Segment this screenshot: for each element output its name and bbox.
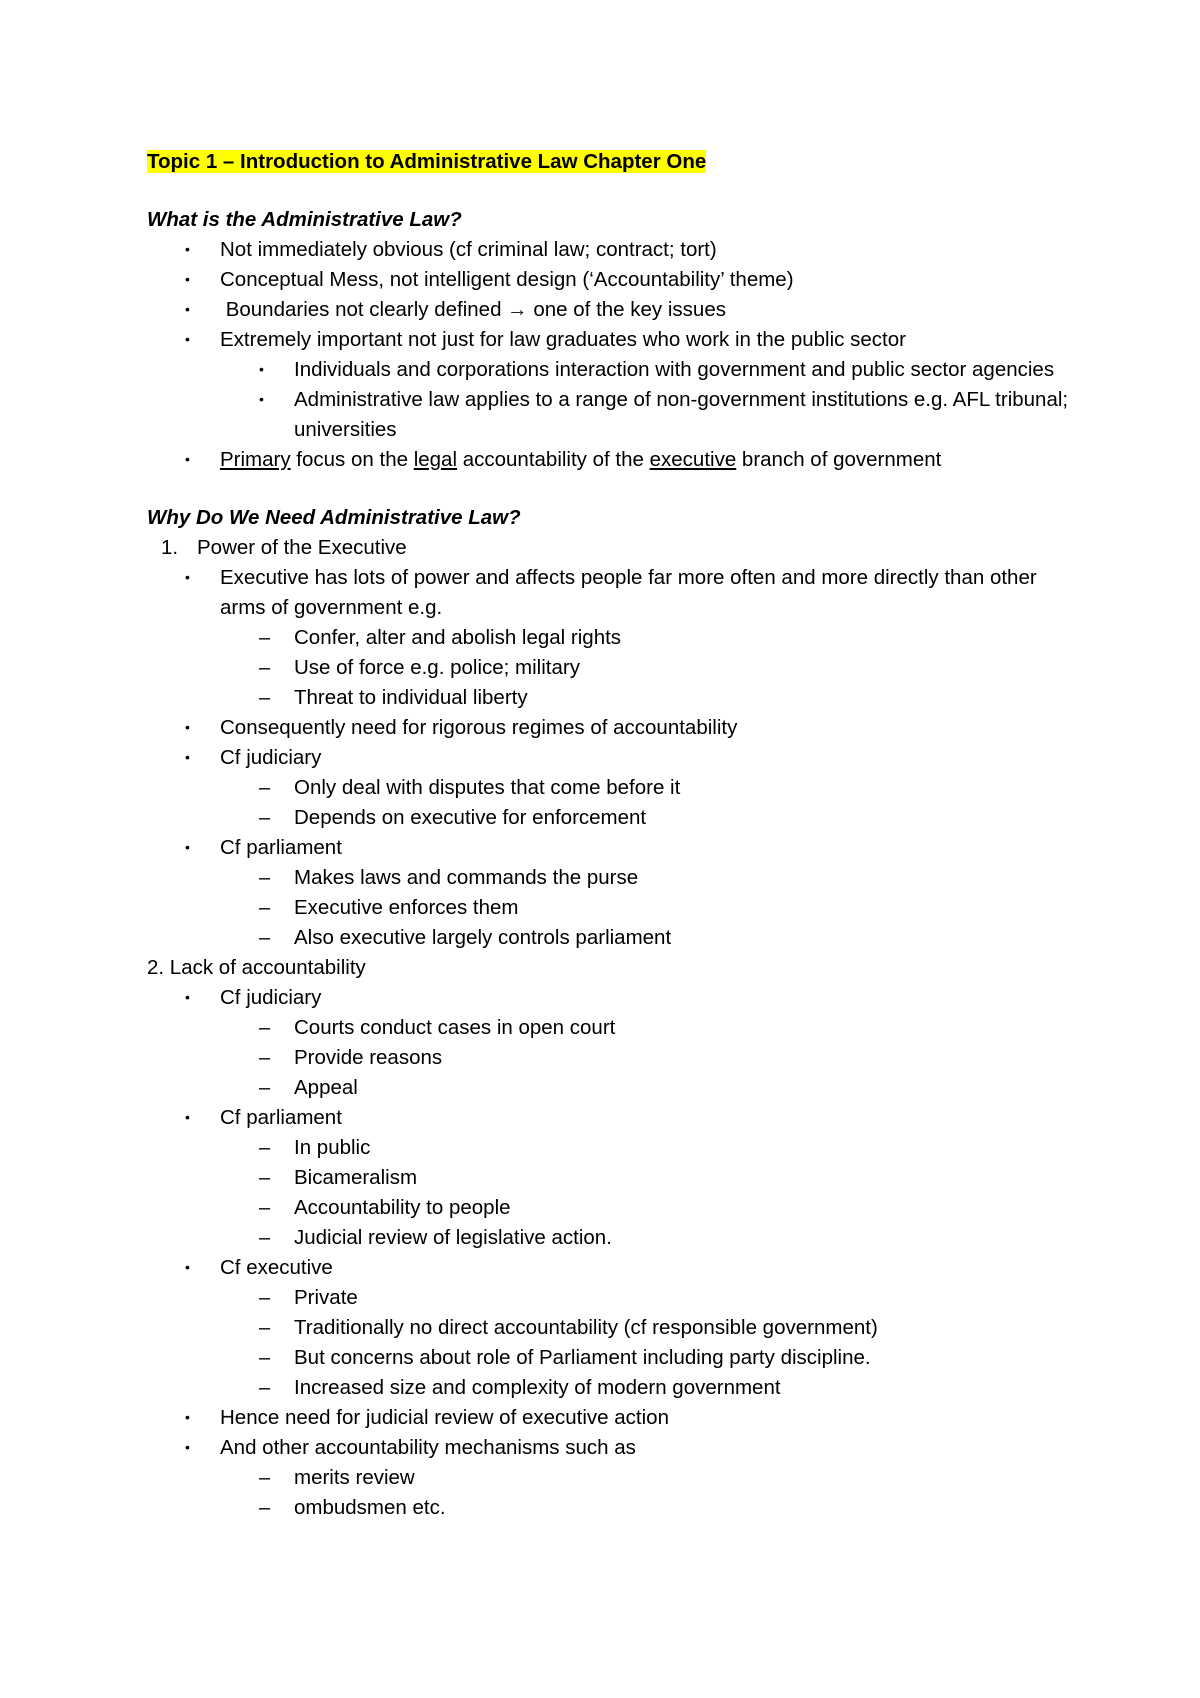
bullet-icon: • (185, 451, 190, 467)
dash-icon: – (259, 1467, 271, 1489)
dash-icon: – (259, 657, 271, 679)
list-item: – Increased size and complexity of modern government (147, 1373, 1087, 1403)
bullet-icon: • (185, 569, 190, 585)
list-item: – In public (147, 1133, 1087, 1163)
dash-icon: – (259, 1377, 271, 1399)
list-item: • Cf judiciary (147, 983, 1087, 1013)
list-item: • And other accountability mechanisms such as (147, 1433, 1087, 1463)
list-item: • Conceptual Mess, not intelligent design (‘Accountability’ theme) (147, 265, 1087, 295)
section-heading-what: What is the Administrative Law? (147, 208, 462, 231)
list-item: • Cf judiciary (147, 743, 1087, 773)
dash-icon: – (259, 1227, 271, 1249)
list-item: • Cf parliament (147, 1103, 1087, 1133)
bullet-icon: • (185, 1439, 190, 1455)
bullet-icon: • (185, 1109, 190, 1125)
list-item: – merits review (147, 1463, 1087, 1493)
dash-icon: – (259, 1137, 271, 1159)
bullet-icon: • (185, 989, 190, 1005)
list-item: – Appeal (147, 1073, 1087, 1103)
list-item: – Depends on executive for enforcement (147, 803, 1087, 833)
list-item: • Cf executive (147, 1253, 1087, 1283)
page-title-text: Topic 1 – Introduction to Administrative Law Chapter One (147, 150, 707, 173)
list-item: • Boundaries not clearly defined → one of the key issues (147, 295, 1087, 325)
list-item: • Not immediately obvious (cf criminal law; contract; tort) (147, 235, 1087, 265)
bullet-icon: • (185, 1259, 190, 1275)
list-item: – Also executive largely controls parliament (147, 923, 1087, 953)
list-item: – Use of force e.g. police; military (147, 653, 1087, 683)
bullet-icon: • (185, 301, 190, 317)
list-item: – Makes laws and commands the purse (147, 863, 1087, 893)
list-item: • Administrative law applies to a range of non-government institutions e.g. AFL tribunal; universities (147, 385, 1087, 445)
section-heading-why: Why Do We Need Administrative Law? (147, 506, 521, 529)
page-title (147, 147, 1087, 177)
list-item: – Bicameralism (147, 1163, 1087, 1193)
dash-icon: – (259, 777, 271, 799)
list-item: – Executive enforces them (147, 893, 1087, 923)
bullet-icon: • (185, 241, 190, 257)
dash-icon: – (259, 1047, 271, 1069)
list-item: – Courts conduct cases in open court (147, 1013, 1087, 1043)
list-item: • Individuals and corporations interaction with government and public sector agencies (147, 355, 1087, 385)
list-item: – Provide reasons (147, 1043, 1087, 1073)
dash-icon: – (259, 1197, 271, 1219)
list-item: – Threat to individual liberty (147, 683, 1087, 713)
numbered-item: 2. Lack of accountability (147, 956, 366, 979)
dash-icon: – (259, 867, 271, 889)
dash-icon: – (259, 1347, 271, 1369)
dash-icon: – (259, 627, 271, 649)
list-item: • Consequently need for rigorous regimes of accountability (147, 713, 1087, 743)
dash-icon: – (259, 807, 271, 829)
dash-icon: – (259, 1497, 271, 1519)
list-item: – But concerns about role of Parliament including party discipline. (147, 1343, 1087, 1373)
dash-icon: – (259, 897, 271, 919)
dash-icon: – (259, 687, 271, 709)
numbered-item: 1. Power of the Executive (161, 536, 407, 559)
dash-icon: – (259, 1287, 271, 1309)
bullet-icon: • (185, 749, 190, 765)
list-item: • Cf parliament (147, 833, 1087, 863)
bullet-icon: • (259, 361, 264, 377)
bullet-icon: • (185, 719, 190, 735)
dash-icon: – (259, 1317, 271, 1339)
list-item: • Primary focus on the legal accountability of the executive branch of government (147, 445, 1087, 475)
bullet-icon: • (185, 839, 190, 855)
list-item: • Executive has lots of power and affects people far more often and more directly than other arms of government e.g. (147, 563, 1087, 623)
list-item: • Hence need for judicial review of executive action (147, 1403, 1087, 1433)
document-content (147, 147, 1087, 1523)
list-item: – Judicial review of legislative action. (147, 1223, 1087, 1253)
bullet-icon: • (185, 331, 190, 347)
dash-icon: – (259, 927, 271, 949)
bullet-icon: • (185, 271, 190, 287)
bullet-icon: • (259, 391, 264, 407)
dash-icon: – (259, 1167, 271, 1189)
list-item: • Extremely important not just for law graduates who work in the public sector (147, 325, 1087, 355)
list-item: – Traditionally no direct accountability (cf responsible government) (147, 1313, 1087, 1343)
dash-icon: – (259, 1077, 271, 1099)
bullet-icon: • (185, 1409, 190, 1425)
list-item: – Accountability to people (147, 1193, 1087, 1223)
dash-icon: – (259, 1017, 271, 1039)
list-item: – Private (147, 1283, 1087, 1313)
list-item: – Only deal with disputes that come before it (147, 773, 1087, 803)
list-item: – Confer, alter and abolish legal rights (147, 623, 1087, 653)
list-item: – ombudsmen etc. (147, 1493, 1087, 1523)
